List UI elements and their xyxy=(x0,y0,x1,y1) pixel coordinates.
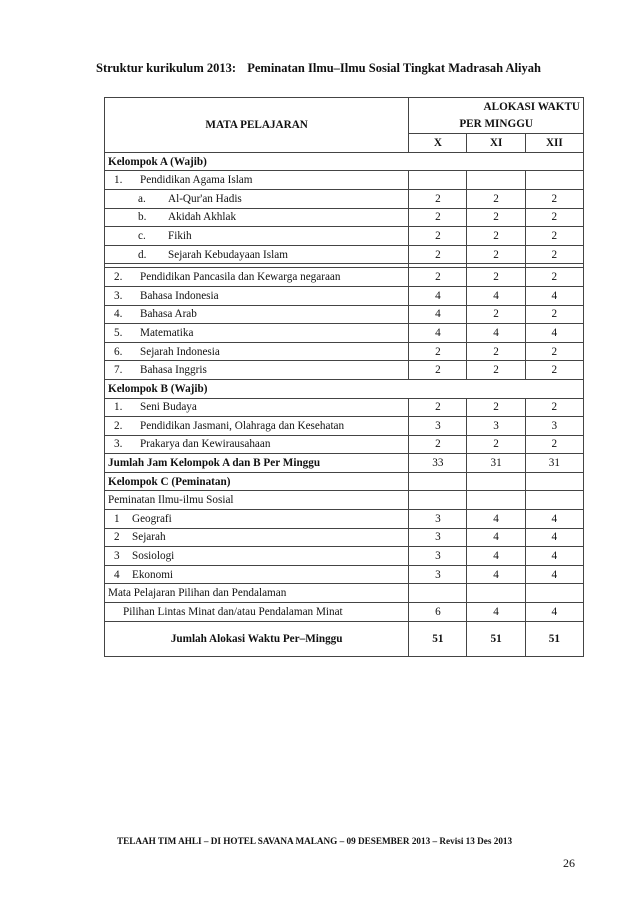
group-c-sub-row xyxy=(105,491,584,510)
total-value: 51 xyxy=(467,621,525,656)
subtotal-row xyxy=(105,454,584,473)
hours-value: 4 xyxy=(525,565,583,584)
table-row xyxy=(105,268,584,287)
row-number: 1. xyxy=(114,401,123,414)
hours-value: 4 xyxy=(525,528,583,547)
row-number: a. xyxy=(138,192,146,205)
group-c-row xyxy=(105,472,584,491)
hours-value: 3 xyxy=(409,547,467,566)
table-row xyxy=(105,435,584,454)
subject-name: Pendidikan Agama Islam xyxy=(140,174,253,187)
row-number: 2. xyxy=(114,271,123,284)
hours-value: 2 xyxy=(467,227,525,246)
row-number: d. xyxy=(138,248,147,261)
subject-name: Bahasa Arab xyxy=(140,308,197,321)
header-row-1 xyxy=(105,98,584,116)
hours-value: 2 xyxy=(467,189,525,208)
subject-name: Fikih xyxy=(168,229,192,242)
hours-value: 2 xyxy=(409,208,467,227)
group-b-row xyxy=(105,379,584,398)
table-row xyxy=(105,324,584,343)
hours-value: 3 xyxy=(409,417,467,436)
hours-value: 4 xyxy=(525,603,583,622)
hours-value: 4 xyxy=(467,565,525,584)
subject-name: Geografi xyxy=(132,512,172,525)
total-row xyxy=(105,621,584,656)
row-number: 7. xyxy=(114,364,123,377)
row-number: c. xyxy=(138,229,146,242)
row-number: 4 xyxy=(114,568,120,581)
hours-value: 4 xyxy=(467,528,525,547)
table-row xyxy=(105,565,584,584)
hours-value: 4 xyxy=(467,547,525,566)
hours-value: 2 xyxy=(525,268,583,287)
elective-row xyxy=(105,584,584,603)
hours-value: 4 xyxy=(525,286,583,305)
hours-value: 2 xyxy=(409,268,467,287)
table-row xyxy=(105,227,584,246)
subject-name: Sejarah xyxy=(132,531,166,544)
hours-value: 2 xyxy=(467,208,525,227)
subject-name: Akidah Akhlak xyxy=(168,211,237,224)
row-number: 1 xyxy=(114,512,120,525)
hours-value: 3 xyxy=(409,565,467,584)
hours-value: 2 xyxy=(467,361,525,380)
hours-value: 2 xyxy=(525,398,583,417)
page-footer: TELAAH TIM AHLI – DI HOTEL SAVANA MALANG – 09 DESEMBER 2013 – Revisi 13 Des 2013 xyxy=(117,836,513,846)
table-row xyxy=(105,547,584,566)
table-row xyxy=(105,528,584,547)
table-row xyxy=(105,342,584,361)
row-number: b. xyxy=(138,211,147,224)
hours-value: 4 xyxy=(467,324,525,343)
subject-name: Ekonomi xyxy=(132,568,174,581)
table-row xyxy=(105,417,584,436)
hours-value: 4 xyxy=(409,305,467,324)
table-row xyxy=(105,171,584,190)
subject-name: Sejarah Kebudayaan Islam xyxy=(168,248,288,261)
hours-value: 2 xyxy=(409,398,467,417)
group-a-row xyxy=(105,152,584,171)
row-number: 3 xyxy=(114,550,120,563)
hours-value: 2 xyxy=(409,227,467,246)
hours-value: 4 xyxy=(467,286,525,305)
grade-header: XII xyxy=(525,134,583,153)
subject-name: Seni Budaya xyxy=(140,401,197,414)
hours-value: 2 xyxy=(409,245,467,264)
table-row xyxy=(105,510,584,529)
subject-name: Pilihan Lintas Minat dan/atau Pendalaman Minat xyxy=(105,603,409,622)
total-label: Jumlah Alokasi Waktu Per–Minggu xyxy=(105,621,409,656)
page-number: 26 xyxy=(563,856,575,870)
hours-value: 2 xyxy=(525,189,583,208)
group-c-items xyxy=(105,510,584,584)
hours-value: 3 xyxy=(409,510,467,529)
pai-sub-rows xyxy=(105,189,584,263)
table-row xyxy=(105,189,584,208)
hours-value: 4 xyxy=(525,324,583,343)
row-number: 1. xyxy=(114,174,123,187)
document-title xyxy=(96,61,616,76)
row-number: 3. xyxy=(114,289,123,302)
title-left: Struktur kurikulum 2013: xyxy=(96,61,237,75)
subject-name: Bahasa Inggris xyxy=(140,364,207,377)
hours-value: 2 xyxy=(525,245,583,264)
table-row xyxy=(105,398,584,417)
title-right: Peminatan Ilmu–Ilmu Sosial Tingkat Madrasah Aliyah xyxy=(247,61,541,75)
hours-value: 4 xyxy=(467,510,525,529)
table-row xyxy=(105,603,584,622)
table-row xyxy=(105,208,584,227)
group-a-items xyxy=(105,268,584,380)
row-number: 2 xyxy=(114,531,120,544)
hours-value: 2 xyxy=(409,435,467,454)
grade-header: X xyxy=(409,134,467,153)
hours-value: 2 xyxy=(467,398,525,417)
hours-value: 6 xyxy=(409,603,467,622)
subject-name: Sejarah Indonesia xyxy=(140,345,220,358)
hours-value: 4 xyxy=(409,286,467,305)
subtotal-label: Jumlah Jam Kelompok A dan B Per Minggu xyxy=(105,454,409,473)
table-row xyxy=(105,245,584,264)
row-number: 3. xyxy=(114,438,123,451)
table-row xyxy=(105,305,584,324)
total-value: 51 xyxy=(525,621,583,656)
hours-value: 2 xyxy=(467,305,525,324)
table-row xyxy=(105,361,584,380)
hours-value: 2 xyxy=(525,342,583,361)
row-number: 2. xyxy=(114,419,123,432)
group-c-label: Kelompok C (Peminatan) xyxy=(105,472,409,491)
subject-name: Prakarya dan Kewirausahaan xyxy=(140,438,271,451)
group-c-sub-label: Peminatan Ilmu-ilmu Sosial xyxy=(105,491,409,510)
header-subject: MATA PELAJARAN xyxy=(105,98,409,153)
hours-value: 2 xyxy=(409,189,467,208)
header-alloc: ALOKASI WAKTU xyxy=(409,98,584,116)
hours-value: 2 xyxy=(525,305,583,324)
hours-value: 2 xyxy=(467,342,525,361)
hours-value: 2 xyxy=(525,208,583,227)
subtotal-value: 33 xyxy=(409,454,467,473)
subject-name: Pendidikan Pancasila dan Kewarga negaraan xyxy=(140,271,341,284)
group-b-label: Kelompok B (Wajib) xyxy=(105,379,584,398)
table-row xyxy=(105,286,584,305)
hours-value: 2 xyxy=(525,361,583,380)
hours-value: 2 xyxy=(409,342,467,361)
hours-value: 2 xyxy=(467,435,525,454)
hours-value: 4 xyxy=(409,324,467,343)
hours-value: 2 xyxy=(525,435,583,454)
group-a-label: Kelompok A (Wajib) xyxy=(105,152,584,171)
subtotal-value: 31 xyxy=(525,454,583,473)
row-number: 6. xyxy=(114,345,123,358)
hours-value: 3 xyxy=(409,528,467,547)
subject-name: Pendidikan Jasmani, Olahraga dan Kesehatan xyxy=(140,419,345,432)
hours-value: 2 xyxy=(467,268,525,287)
row-number: 4. xyxy=(114,308,123,321)
header-per-week: PER MINGGU xyxy=(409,116,584,134)
subtotal-value: 31 xyxy=(467,454,525,473)
hours-value: 4 xyxy=(525,547,583,566)
hours-value: 3 xyxy=(525,417,583,436)
subject-name: Sosiologi xyxy=(132,550,175,563)
subject-name: Matematika xyxy=(140,326,194,339)
hours-value: 2 xyxy=(409,361,467,380)
hours-value: 3 xyxy=(467,417,525,436)
grade-header: XI xyxy=(467,134,525,153)
group-b-items xyxy=(105,398,584,454)
hours-value: 4 xyxy=(467,603,525,622)
subject-name: Bahasa Indonesia xyxy=(140,289,219,302)
hours-value: 2 xyxy=(525,227,583,246)
total-value: 51 xyxy=(409,621,467,656)
elective-label: Mata Pelajaran Pilihan dan Pendalaman xyxy=(105,584,409,603)
hours-value: 4 xyxy=(525,510,583,529)
curriculum-table xyxy=(104,97,584,657)
hours-value: 2 xyxy=(467,245,525,264)
subject-name: Al-Qur'an Hadis xyxy=(168,192,242,205)
row-number: 5. xyxy=(114,326,123,339)
